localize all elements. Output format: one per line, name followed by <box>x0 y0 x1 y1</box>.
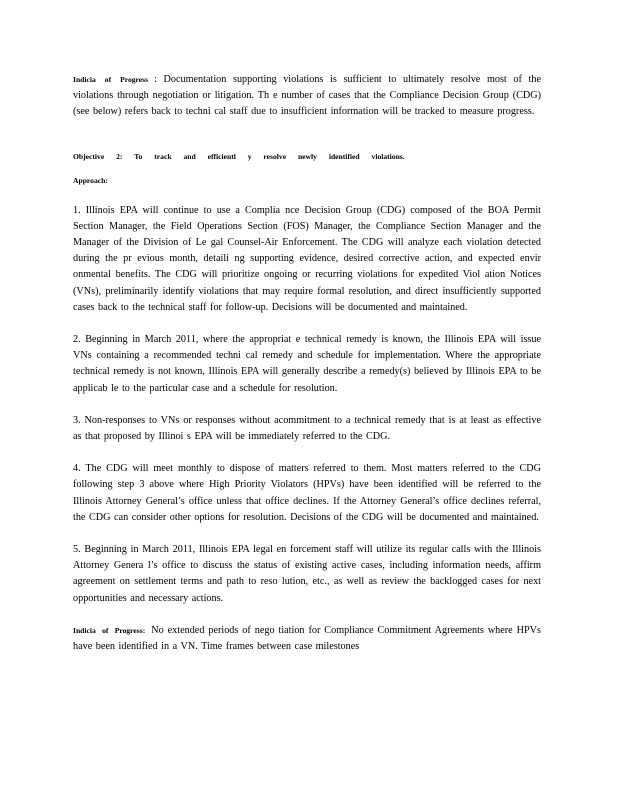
approach-item-5: 5. Beginning in March 2011, Illinois EPA legal en forcement staff will utilize its regular calls with the Illinois Attorney Genera l’s office to discuss the status of existing active cases, including information needs, affirm agreement on settlement terms and path to reso lution, etc., as well as review the backlogged cases for next opportunities and necessary actions. <box>73 544 541 604</box>
approach-item-4: 4. The CDG will meet monthly to dispose of matters referred to them. Most matters referred to the CDG following step 3 above where High Priority Violators (HPVs) have been identified will be referred to the Illinois Attorney General’s office unless that office declines. If the Attorney General’s office declines referral, the CDG can consider other options for resolution. Decisions of the CDG will be documented and maintained. <box>73 463 541 523</box>
indicia-of-progress-label-2: Indicia of Progress: <box>73 625 146 635</box>
indicia-of-progress-text-2: No extended periods of nego tiation for Compliance Commitment Agreements where HPVs have been identified in a VN. Time frames between case milestones <box>73 624 542 653</box>
indicia-of-progress-paragraph-2 <box>73 623 541 655</box>
approach-item-3: 3. Non-responses to VNs or responses without acommitment to a technical remedy that is at least as effective as that proposed by Illinoi s EPA will be immediately referred to the CDG. <box>73 414 541 443</box>
indicia-of-progress-label: Indicia of Progress <box>73 75 149 84</box>
approach-heading: Approach: <box>73 175 108 185</box>
approach-item-1: 1. Illinois EPA will continue to use a Complia nce Decision Group (CDG) composed of the BOA Permit Section Manager, the Field Operations Section (FOS) Manager, the Compliance Section Manager and the Manager of the Division of Le gal Counsel-Air Enforcement. The CDG will analyze each violation detected during the pr evious month, detaili ng supporting evidence, desired corrective action, and expected envir onmental benefits. The CDG will prioritize ongoing or recurring violations for expedited Viol ation Notices (VNs), preliminarily identify violations that may require formal resolution, and direct insufficiently supported cases back to the technical staff for follow-up. Decisions will be documented and maintained. <box>73 204 541 313</box>
approach-item-2: 2. Beginning in March 2011, where the appropriat e technical remedy is known, the Illinois EPA will issue VNs containing a recommended techni cal remedy and schedule for implementation. Where the appropriate technical remedy is not known, Illinois EPA will generally describe a remedy(s) believed by Illinois EPA to be applicab le to the particular case and a schedule for resolution. <box>73 334 541 394</box>
objective-heading: Objective 2: To track and efficientl y resolve newly identified violations. <box>73 151 405 161</box>
indicia-of-progress-text: : Documentation supporting violations is sufficient to ultimately resolve most of the violations through negotiation or litigation. Th e number of cases that the Compliance Decision Group (CDG) (see below) refers back to techni cal staff due to insufficient information will be tracked to measure progress. <box>73 74 541 118</box>
document-body <box>73 72 541 655</box>
indicia-of-progress-paragraph <box>73 72 541 121</box>
